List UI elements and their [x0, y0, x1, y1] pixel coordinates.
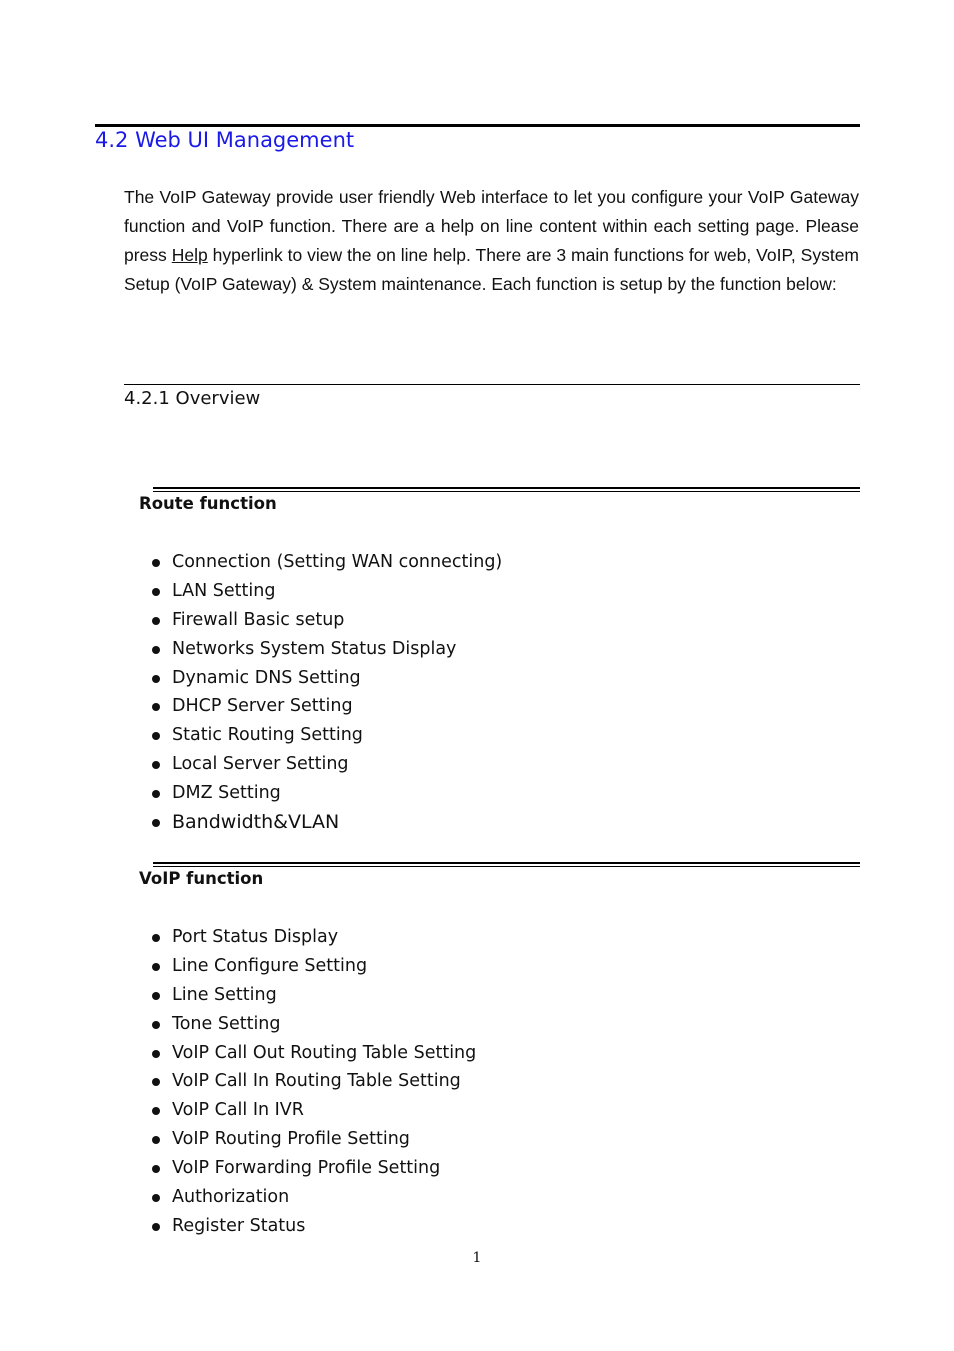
- subsection-rule: [124, 384, 860, 385]
- bullet-icon: [152, 819, 160, 827]
- list-item: Register Status: [152, 1212, 476, 1241]
- bullet-icon: [152, 1136, 160, 1144]
- bullet-icon: [152, 1165, 160, 1173]
- list-item: Firewall Basic setup: [152, 606, 502, 635]
- list-item: Networks System Status Display: [152, 635, 502, 664]
- intro-paragraph: [124, 183, 859, 299]
- list-item: Dynamic DNS Setting: [152, 664, 502, 693]
- intro-text-2: hyperlink to view the on line help. There are 3 main functions for web, VoIP, System Setup (VoIP Gateway) & System maintenance. Each function is setup by the function below:: [124, 245, 860, 294]
- list-item: Connection (Setting WAN connecting): [152, 548, 502, 577]
- list-item: Tone Setting: [152, 1010, 476, 1039]
- bullet-icon: [152, 790, 160, 798]
- bullet-icon: [152, 1107, 160, 1115]
- list-item: VoIP Forwarding Profile Setting: [152, 1154, 476, 1183]
- bullet-icon: [152, 992, 160, 1000]
- subsection-title: 4.2.1 Overview: [124, 388, 261, 409]
- list-item: Authorization: [152, 1183, 476, 1212]
- list-item: VoIP Routing Profile Setting: [152, 1125, 476, 1154]
- voip-function-heading: VoIP function: [139, 869, 264, 888]
- intro-text-1: The VoIP Gateway provide user friendly Web interface to let you configure your VoIP Gateway function and VoIP function. There are a help on line content within each setting page. Please press: [124, 187, 859, 265]
- bullet-icon: [152, 732, 160, 740]
- bullet-icon: [152, 588, 160, 596]
- route-function-heading: Route function: [139, 494, 277, 513]
- list-item: Port Status Display: [152, 923, 476, 952]
- list-item: DHCP Server Setting: [152, 692, 502, 721]
- voip-function-list: [152, 923, 476, 1241]
- list-item: Line Configure Setting: [152, 952, 476, 981]
- list-item: VoIP Call In Routing Table Setting: [152, 1067, 476, 1096]
- bullet-icon: [152, 1223, 160, 1231]
- bullet-icon: [152, 646, 160, 654]
- route-function-list: [152, 548, 502, 837]
- list-item: VoIP Call Out Routing Table Setting: [152, 1039, 476, 1068]
- bullet-icon: [152, 1078, 160, 1086]
- list-item: Static Routing Setting: [152, 721, 502, 750]
- bullet-icon: [152, 1194, 160, 1202]
- list-item: Local Server Setting: [152, 750, 502, 779]
- bullet-icon: [152, 617, 160, 625]
- bullet-icon: [152, 1021, 160, 1029]
- list-item: LAN Setting: [152, 577, 502, 606]
- help-link[interactable]: Help: [171, 245, 208, 265]
- bullet-icon: [152, 963, 160, 971]
- bullet-icon: [152, 761, 160, 769]
- bullet-icon: [152, 934, 160, 942]
- bullet-icon: [152, 559, 160, 567]
- bullet-icon: [152, 703, 160, 711]
- list-item: Bandwidth&VLAN: [152, 808, 502, 837]
- bullet-icon: [152, 1050, 160, 1058]
- section-title: 4.2 Web UI Management: [95, 128, 355, 152]
- bullet-icon: [152, 675, 160, 683]
- list-item: DMZ Setting: [152, 779, 502, 808]
- list-item: Line Setting: [152, 981, 476, 1010]
- page-number: 1: [472, 1250, 482, 1266]
- list-item: VoIP Call In IVR: [152, 1096, 476, 1125]
